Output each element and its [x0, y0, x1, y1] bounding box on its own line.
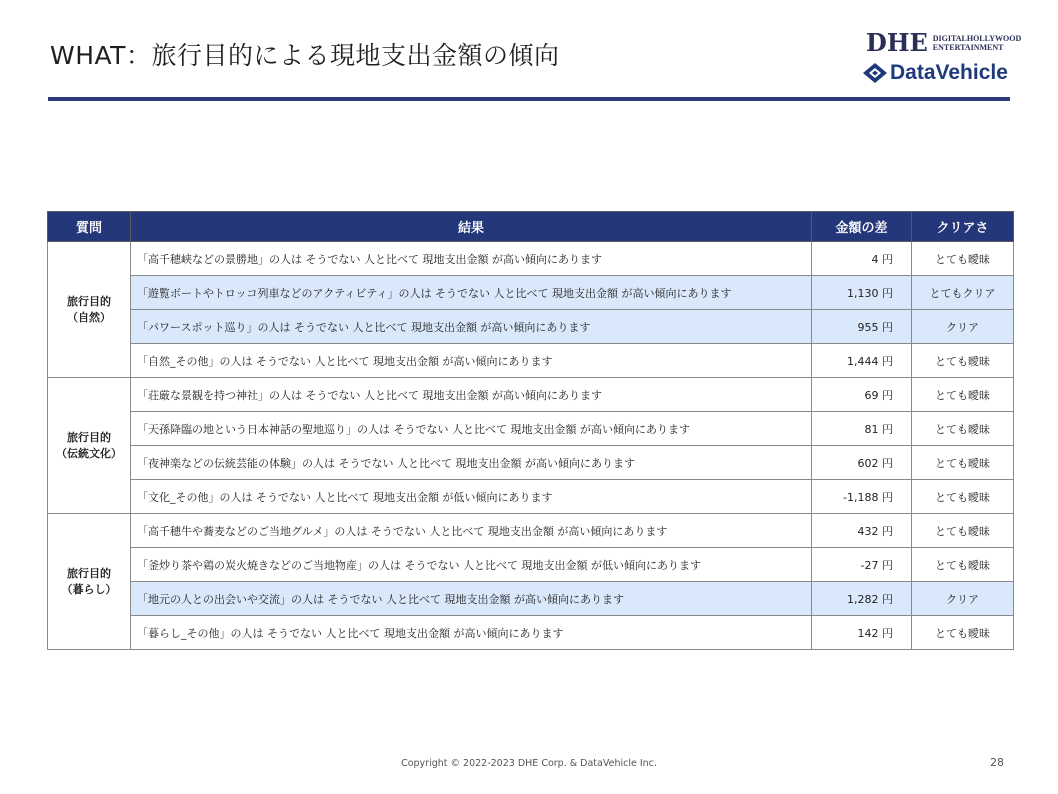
clarity-cell: とても曖昧 [912, 548, 1014, 582]
amount-cell: 4 円 [812, 242, 912, 276]
header-clarity: クリアさ [912, 212, 1014, 242]
amount-cell: 1,282 円 [812, 582, 912, 616]
table-header-row [48, 212, 1014, 242]
clarity-cell: とても曖昧 [912, 616, 1014, 650]
result-cell: 「天孫降臨の地という日本神話の聖地巡り」の人は そうでない 人と比べて 現地支出金額 が高い傾向にあります [131, 412, 812, 446]
copyright-footer: Copyright © 2022-2023 DHE Corp. & DataVehicle Inc. [401, 758, 657, 769]
dhe-logo-subtitle [933, 34, 1021, 52]
table-row [48, 378, 1014, 412]
clarity-cell: とても曖昧 [912, 412, 1014, 446]
amount-cell: 142 円 [812, 616, 912, 650]
amount-cell: 69 円 [812, 378, 912, 412]
table-row [48, 480, 1014, 514]
amount-cell: 602 円 [812, 446, 912, 480]
table-row [48, 582, 1014, 616]
table-row [48, 310, 1014, 344]
group-label-line1: 旅行目的 [67, 294, 111, 308]
title-divider [48, 97, 1010, 101]
result-cell: 「夜神楽などの伝統芸能の体験」の人は そうでない 人と比べて 現地支出金額 が高い傾向にあります [131, 446, 812, 480]
clarity-cell: とても曖昧 [912, 344, 1014, 378]
group-label [48, 514, 131, 650]
amount-cell: 955 円 [812, 310, 912, 344]
clarity-cell: クリア [912, 310, 1014, 344]
group-label-line2: （伝統文化） [56, 446, 122, 460]
result-cell: 「遊覧ボートやトロッコ列車などのアクティビティ」の人は そうでない 人と比べて 現地支出金額 が高い傾向にあります [131, 276, 812, 310]
result-cell: 「釜炒り茶や鶏の炭火焼きなどのご当地物産」の人は そうでない 人と比べて 現地支出金額 が低い傾向にあります [131, 548, 812, 582]
clarity-cell: とても曖昧 [912, 514, 1014, 548]
group-label-line2: （自然） [67, 310, 111, 324]
header-question: 質問 [48, 212, 131, 242]
result-cell: 「パワースポット巡り」の人は そうでない 人と比べて 現地支出金額 が高い傾向にあります [131, 310, 812, 344]
table-row [48, 514, 1014, 548]
clarity-cell: とてもクリア [912, 276, 1014, 310]
amount-cell: -1,188 円 [812, 480, 912, 514]
datavehicle-logo-text: DataVehicle [890, 61, 1008, 84]
clarity-cell: クリア [912, 582, 1014, 616]
dhe-logo-line2: ENTERTAINMENT [932, 42, 1004, 52]
group-label-line2: （暮らし） [61, 582, 117, 596]
clarity-cell: とても曖昧 [912, 446, 1014, 480]
result-cell: 「自然_その他」の人は そうでない 人と比べて 現地支出金額 が高い傾向にあります [131, 344, 812, 378]
datavehicle-logo [862, 61, 1008, 85]
amount-cell: 1,130 円 [812, 276, 912, 310]
amount-cell: -27 円 [812, 548, 912, 582]
table-row [48, 412, 1014, 446]
result-cell: 「高千穂牛や蕎麦などのご当地グルメ」の人は そうでない 人と比べて 現地支出金額 が高い傾向にあります [131, 514, 812, 548]
group-label-line1: 旅行目的 [67, 566, 111, 580]
header-amount-diff: 金額の差 [812, 212, 912, 242]
table-row [48, 242, 1014, 276]
dhe-logo [866, 28, 1021, 57]
table-row [48, 276, 1014, 310]
result-cell: 「荘厳な景観を持つ神社」の人は そうでない 人と比べて 現地支出金額 が高い傾向にあります [131, 378, 812, 412]
page-title: WHAT：旅行目的による現地支出金額の傾向 [50, 41, 560, 70]
clarity-cell: とても曖昧 [912, 378, 1014, 412]
dhe-logo-line1: DIGITALHOLLYWOOD [932, 33, 1022, 43]
amount-cell: 81 円 [812, 412, 912, 446]
header-result: 結果 [131, 212, 812, 242]
result-cell: 「暮らし_その他」の人は そうでない 人と比べて 現地支出金額 が高い傾向にあります [131, 616, 812, 650]
table-row [48, 616, 1014, 650]
table-row [48, 446, 1014, 480]
result-cell: 「文化_その他」の人は そうでない 人と比べて 現地支出金額 が低い傾向にあります [131, 480, 812, 514]
page-number: 28 [990, 756, 1004, 769]
group-label [48, 378, 131, 514]
table-body [48, 242, 1014, 650]
result-cell: 「高千穂峡などの景勝地」の人は そうでない 人と比べて 現地支出金額 が高い傾向にあります [131, 242, 812, 276]
dhe-logo-mark: DHE [866, 28, 928, 57]
datavehicle-diamond-icon [862, 62, 888, 84]
result-cell: 「地元の人との出会いや交流」の人は そうでない 人と比べて 現地支出金額 が高い傾向にあります [131, 582, 812, 616]
clarity-cell: とても曖昧 [912, 242, 1014, 276]
group-label [48, 242, 131, 378]
amount-cell: 432 円 [812, 514, 912, 548]
table-row [48, 344, 1014, 378]
group-label-line1: 旅行目的 [67, 430, 111, 444]
clarity-cell: とても曖昧 [912, 480, 1014, 514]
results-table [47, 211, 1014, 650]
amount-cell: 1,444 円 [812, 344, 912, 378]
table-row [48, 548, 1014, 582]
